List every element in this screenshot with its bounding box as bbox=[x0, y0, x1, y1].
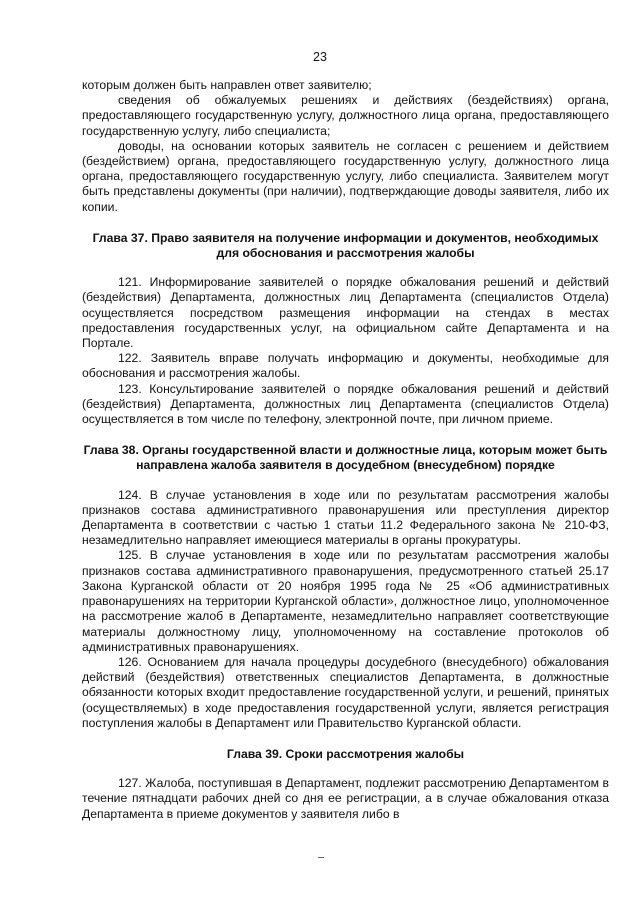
paragraph: 126. Основанием для начала процедуры досудебного (внесудебного) обжалования действий (бездействия) ответственных специалистов Департамента, в должностные обязанности которых входит предоставление государственной услуги, и решений, принятых (осуществляемых) в ходе предоставления государственной услуги, является регистрация поступления жалобы в Департамент или Правительство Курганской области. bbox=[82, 654, 609, 730]
paragraph: 123. Консультирование заявителей о порядке обжалования решений и действий (бездействия) Департамента, должностных лиц Департамента (специалистов Отдела) осуществляется в том числе по телефону, электронной почте, при личном приеме. bbox=[82, 381, 609, 427]
chapter-heading: Глава 38. Органы государственной власти и должностные лица, которым может быть направлена жалоба заявителя в досудебном (внесудебном) порядке bbox=[83, 443, 608, 473]
spacer bbox=[82, 215, 609, 231]
document-body bbox=[82, 78, 609, 822]
page-number: 23 bbox=[313, 50, 327, 64]
spacer bbox=[82, 427, 609, 443]
spacer bbox=[82, 731, 609, 747]
chapter-heading: Глава 37. Право заявителя на получение информации и документов, необходимых для обоснования и рассмотрения жалобы bbox=[92, 230, 599, 261]
spacer bbox=[82, 261, 609, 275]
paragraph: которым должен быть направлен ответ заявителю; bbox=[82, 78, 372, 92]
spacer bbox=[82, 762, 609, 776]
paragraph: 122. Заявитель вправе получать информацию и документы, необходимые для обоснования и рассмотрения жалобы. bbox=[82, 351, 609, 381]
paragraph: 121. Информирование заявителей о порядке обжалования решений и действий (бездействия) Департамента, должностных лиц Департамента (специалистов Отдела) осуществляется посредством размещения информации на стендах в местах предоставления государственных услуг, на официальном сайте Департамента и на Портале. bbox=[82, 275, 609, 351]
chapter-heading: Глава 39. Сроки рассмотрения жалобы bbox=[226, 746, 465, 761]
footer-mark bbox=[318, 857, 324, 858]
spacer bbox=[82, 474, 609, 488]
paragraph: доводы, на основании которых заявитель не согласен с решением и действием (бездействием) органа, предоставляющего государственную услугу, должностного лица органа, предоставляющего государственную услугу, либо специалиста. Заявителем могут быть представлены документы (при наличии), подтверждающие доводы заявителя, либо их копии. bbox=[82, 138, 609, 214]
paragraph: 127. Жалоба, поступившая в Департамент, подлежит рассмотрению Департаментом в течение пятнадцати рабочих дней со дня ее регистрации, а в случае обжалования отказа Департамента в приеме документов у заявителя либо в bbox=[82, 776, 609, 821]
paragraph: 125. В случае установления в ходе или по результатам рассмотрения жалобы признаков состава административного правонарушения, предусмотренного статьей 25.17 Закона Курганской области от 20 ноября 1995 года № 25 «Об административных правонарушениях на территории Курганской области», должностное лицо, уполномоченное на рассмотрение жалоб в Департаменте, незамедлительно направляет соответствующие материалы должностному лицу, уполномоченному на составление протоколов об административных правонарушениях. bbox=[82, 548, 609, 654]
paragraph: сведения об обжалуемых решениях и действиях (бездействиях) органа, предоставляющего государственную услугу, должностного лица органа, предоставляющего государственную услугу, либо специалиста; bbox=[82, 93, 609, 138]
paragraph: 124. В случае установления в ходе или по результатам рассмотрения жалобы признаков состава административного правонарушения или преступления директор Департамента в соответствии с частью 1 статьи 11.2 Федерального закона № 210-ФЗ, незамедлительно направляет имеющиеся материалы в органы прокуратуры. bbox=[82, 487, 609, 548]
